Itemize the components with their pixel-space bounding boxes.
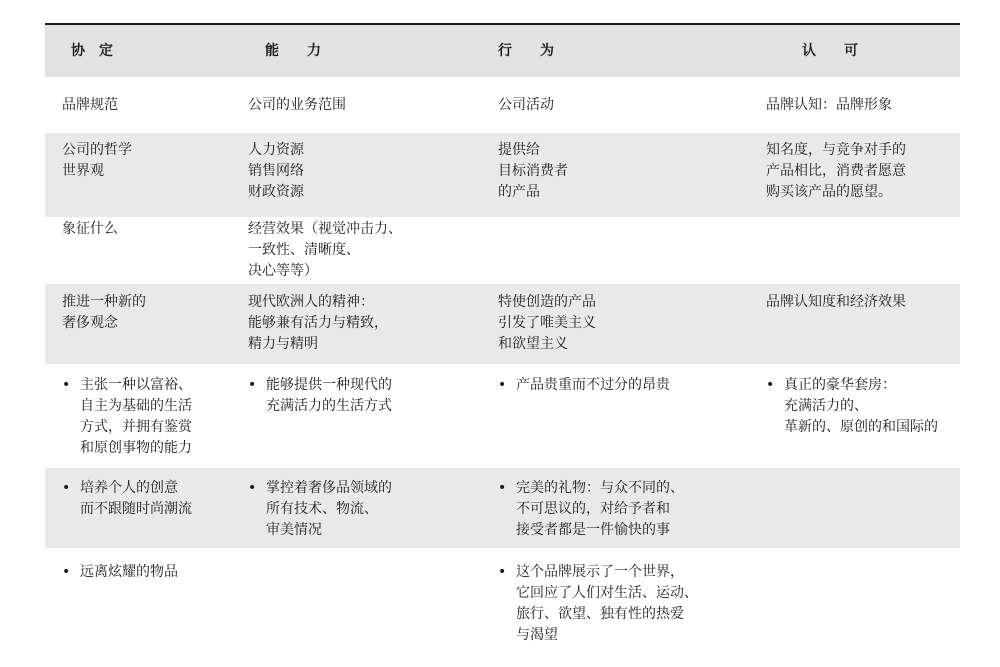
bullet-item: • 这个品牌展示了一个世界， 它回应了人们对生活、运动、 旅行、欲望、独有性的热爱 与渴望 xyxy=(498,562,766,646)
cell-capability: 经营效果（视觉冲击力、 一致性、清晰度、 决心等等） xyxy=(248,221,402,279)
bullet-item: • 完美的礼物：与众不同的、 不可思议的，对给予者和 接受者都是一件愉快的事 xyxy=(498,478,766,541)
bullet-item: • 远离炫耀的物品 xyxy=(62,562,260,583)
bullet-item: • 培养个人的创意 而不跟随时尚潮流 xyxy=(62,478,260,520)
header-recognition: 认 可 xyxy=(802,43,858,59)
cell-agreement: 公司的哲学 世界观 xyxy=(62,142,132,179)
table-row xyxy=(45,284,960,364)
table-row xyxy=(45,133,960,217)
header-behavior: 行 为 xyxy=(498,43,554,59)
bullet-item: • 产品贵重而不过分的昂贵 xyxy=(498,375,766,396)
cell-behavior: 提供给 目标消费者 的产品 xyxy=(498,142,568,200)
cell-capability: 公司的业务范围 xyxy=(248,97,346,113)
table-row xyxy=(45,562,960,652)
bullet-item: • 掌控着奢侈品领域的 所有技术、物流、 审美情况 xyxy=(248,478,506,541)
cell-agreement: 推进一种新的 奢侈观念 xyxy=(62,294,146,331)
table-row xyxy=(45,95,960,125)
cell-recognition: 品牌认知：品牌形象 xyxy=(766,97,892,113)
cell-behavior: 公司活动 xyxy=(498,97,554,113)
cell-agreement: 象征什么 xyxy=(62,221,118,237)
cell-recognition: 品牌认知度和经济效果 xyxy=(766,294,906,310)
bullet-item: • 主张一种以富裕、 自主为基础的生活 方式，并拥有鉴赏 和原创事物的能力 xyxy=(62,375,260,459)
header-capability: 能 力 xyxy=(265,43,321,59)
table-header xyxy=(45,25,960,77)
cell-capability: 人力资源 销售网络 财政资源 xyxy=(248,142,304,200)
cell-recognition: 知名度，与竞争对手的 产品相比，消费者愿意 购买该产品的愿望。 xyxy=(766,142,906,200)
bullet-item: • 真正的豪华套房： 充满活力的、 革新的、原创的和国际的 xyxy=(766,375,978,438)
cell-capability: 现代欧洲人的精神： 能够兼有活力与精致， 精力与精明 xyxy=(248,294,388,352)
header-agreement: 协 定 xyxy=(71,43,113,59)
cell-agreement: 品牌规范 xyxy=(62,97,118,113)
table-row xyxy=(45,219,960,283)
bullet-item: • 能够提供一种现代的 充满活力的生活方式 xyxy=(248,375,506,417)
cell-behavior: 特使创造的产品 引发了唯美主义 和欲望主义 xyxy=(498,294,596,352)
table-row xyxy=(45,468,960,548)
table-row xyxy=(45,375,960,465)
